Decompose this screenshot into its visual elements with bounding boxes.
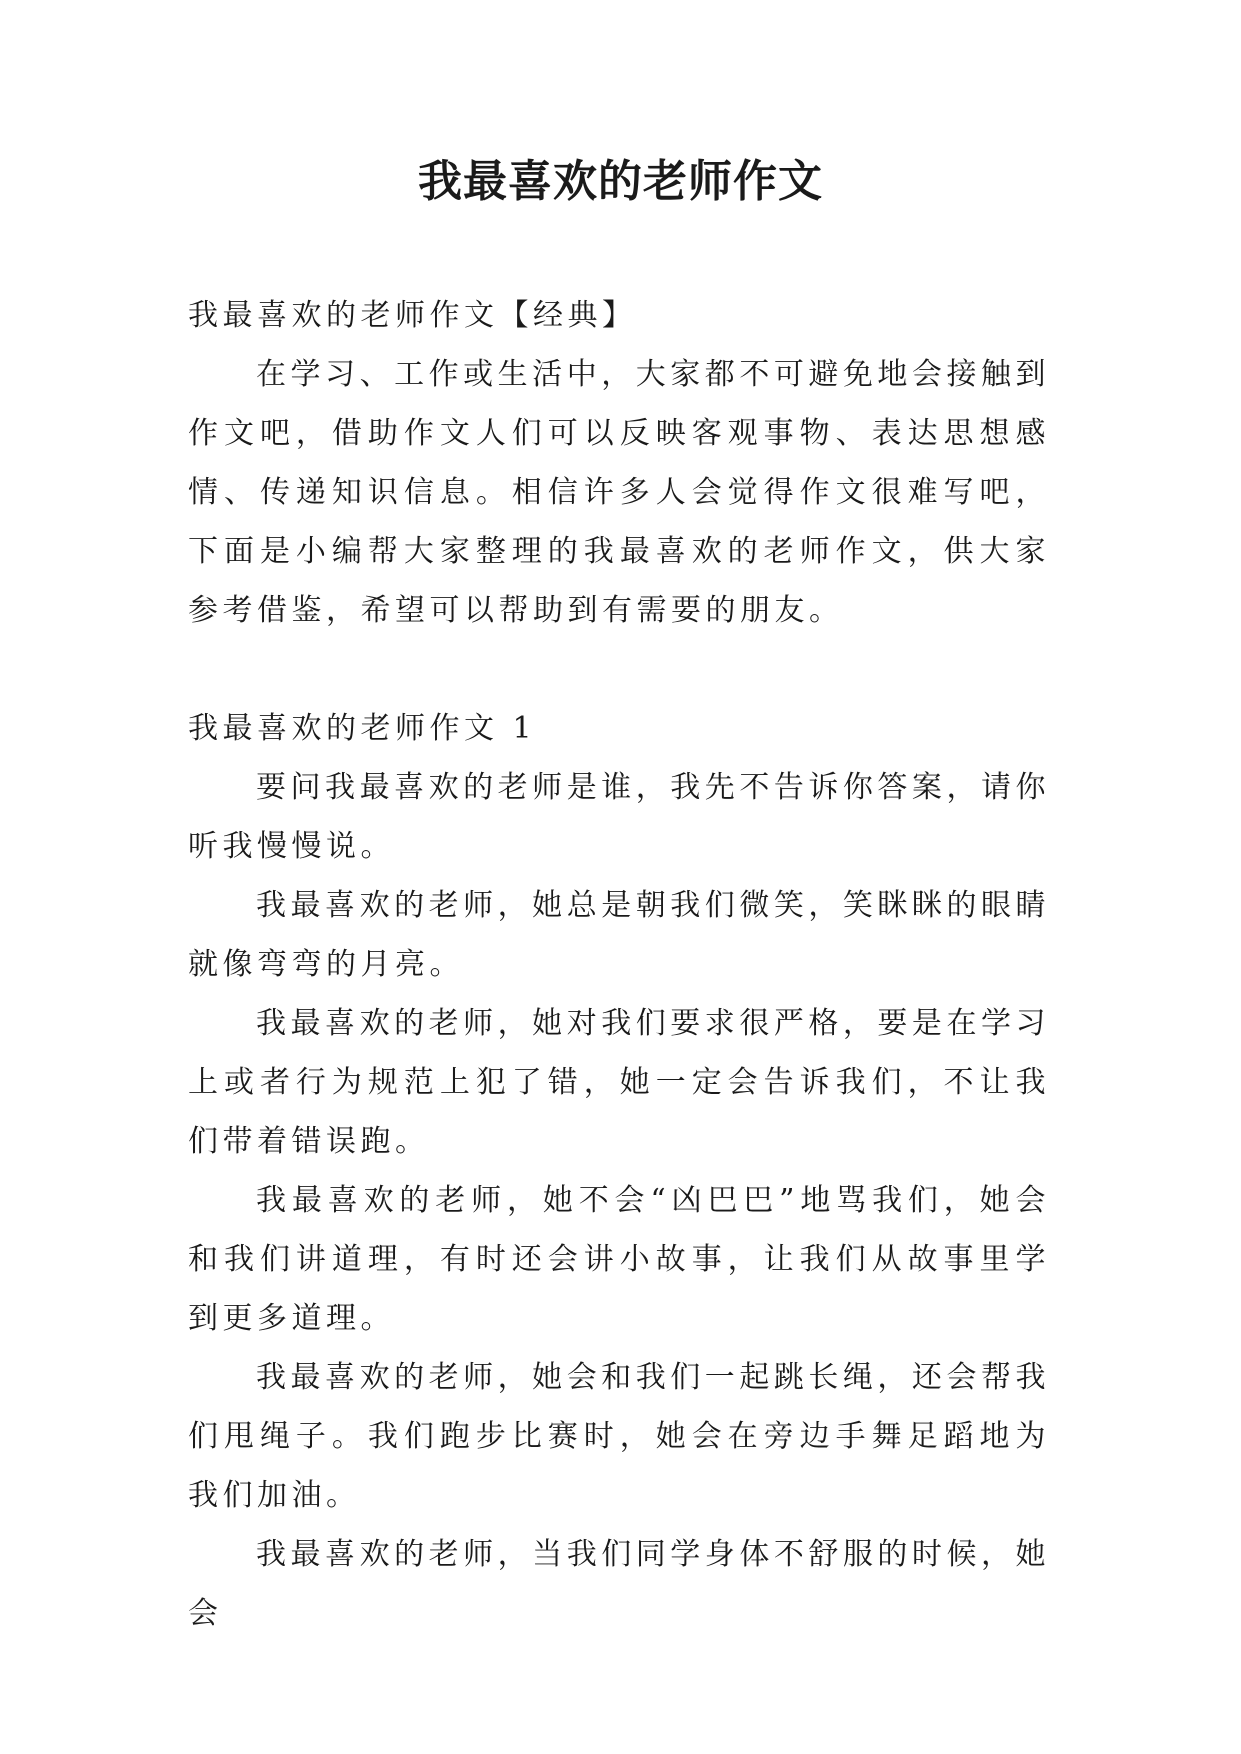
- section-heading: 我最喜欢的老师作文 1: [188, 711, 537, 746]
- document-subtitle: 我最喜欢的老师作文【经典】: [188, 298, 637, 333]
- paragraph-6: 我最喜欢的老师，当我们同学身体不舒服的时候，她会: [188, 1537, 1050, 1631]
- paragraph-1: 要问我最喜欢的老师是谁，我先不告诉你答案，请你听我慢慢说。: [188, 770, 1050, 864]
- paragraph-4: 我最喜欢的老师，她不会“凶巴巴”地骂我们，她会和我们讲道理，有时还会讲小故事，让我们从故事里学到更多道理。: [188, 1183, 1050, 1336]
- paragraph-3: 我最喜欢的老师，她对我们要求很严格，要是在学习上或者行为规范上犯了错，她一定会告诉我们，不让我们带着错误跑。: [188, 1006, 1050, 1159]
- document-title: 我最喜欢的老师作文: [418, 156, 823, 207]
- paragraph-5: 我最喜欢的老师，她会和我们一起跳长绳，还会帮我们甩绳子。我们跑步比赛时，她会在旁边手舞足蹈地为我们加油。: [188, 1360, 1050, 1513]
- intro-paragraph: 在学习、工作或生活中，大家都不可避免地会接触到作文吧，借助作文人们可以反映客观事物、表达思想感情、传递知识信息。相信许多人会觉得作文很难写吧，下面是小编帮大家整理的我最喜欢的老师作文，供大家参考借鉴，希望可以帮助到有需要的朋友。: [188, 357, 1050, 628]
- paragraph-2: 我最喜欢的老师，她总是朝我们微笑，笑眯眯的眼睛就像弯弯的月亮。: [188, 888, 1050, 982]
- section-spacer: [188, 640, 1050, 699]
- document-body: [188, 286, 1050, 1643]
